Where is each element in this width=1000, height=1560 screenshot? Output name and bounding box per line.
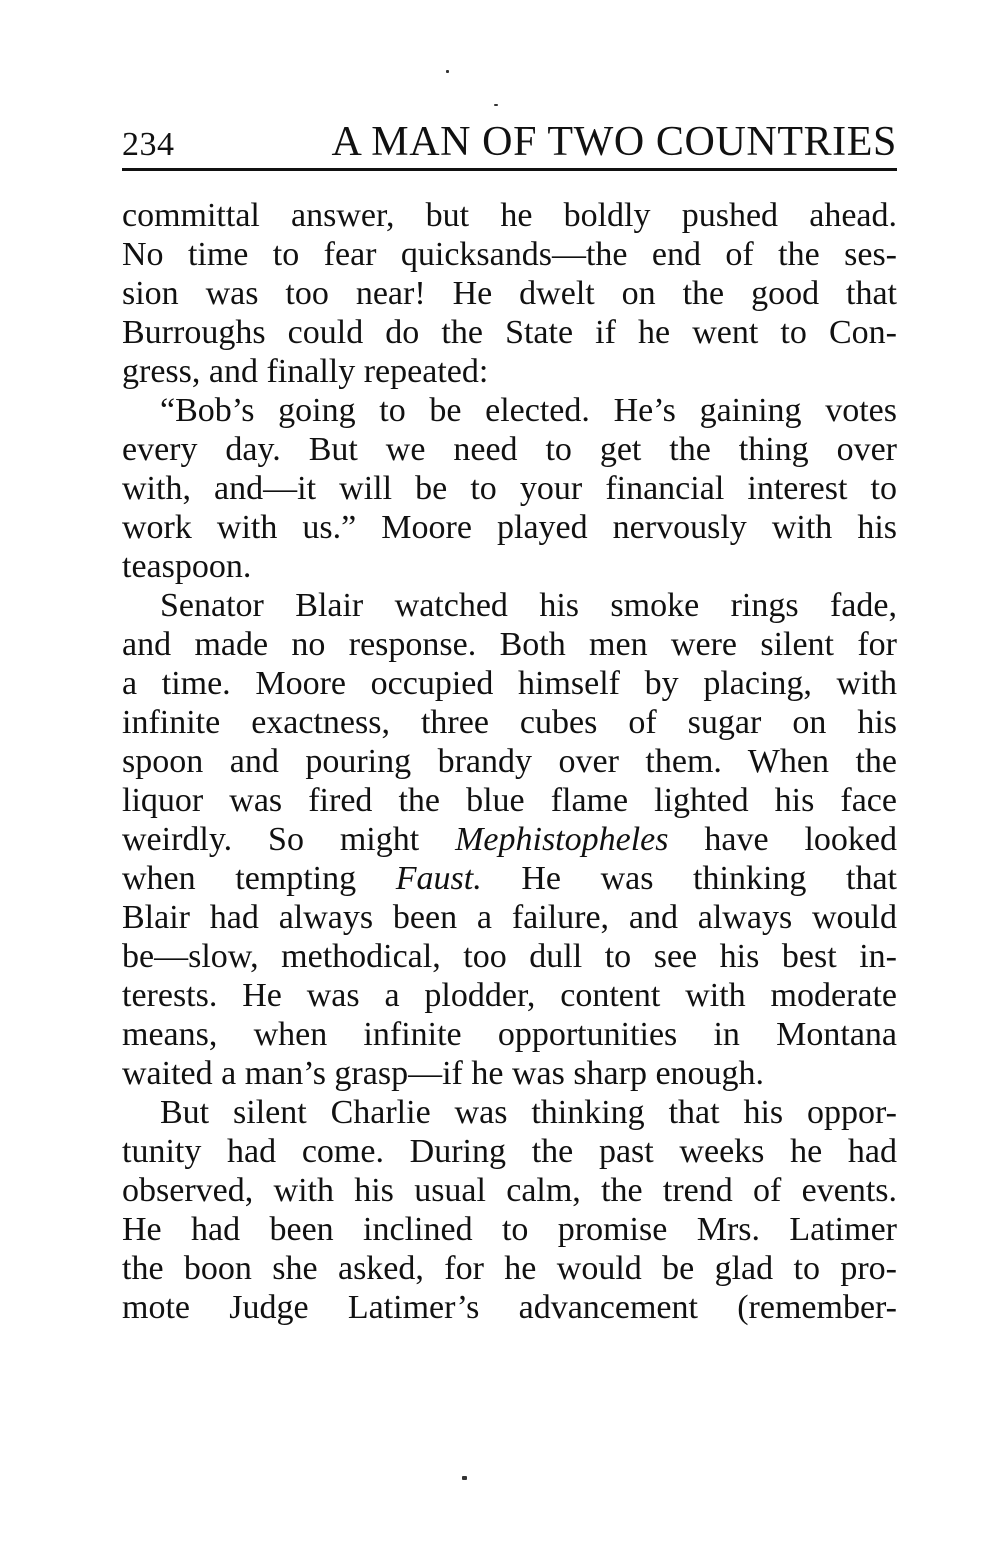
- text-line: with, and—it will be to your financial interest to: [122, 470, 897, 507]
- body-text: [122, 196, 897, 1327]
- text-line: mote Judge Latimer’s advancement (remember-: [122, 1289, 897, 1326]
- text-line: tunity had come. During the past weeks he had: [122, 1133, 897, 1170]
- text-line: infinite exactness, three cubes of sugar on his: [122, 704, 897, 741]
- text-line: Burroughs could do the State if he went to Con-: [122, 314, 897, 351]
- page-speck: [462, 1476, 467, 1480]
- text-line: committal answer, but he boldly pushed ahead.: [122, 197, 897, 234]
- italic-title: Mephistopheles: [455, 821, 669, 858]
- text-line: “Bob’s going to be elected. He’s gaining votes: [160, 392, 897, 429]
- running-title: A MAN OF TWO COUNTRIES: [331, 119, 897, 165]
- header-rule: [122, 168, 897, 171]
- text-line: liquor was fired the blue flame lighted his face: [122, 782, 897, 819]
- text-line: terests. He was a plodder, content with moderate: [122, 977, 897, 1014]
- text-line: sion was too near! He dwelt on the good that: [122, 275, 897, 312]
- text-line: work with us.” Moore played nervously with his: [122, 509, 897, 546]
- text-line: No time to fear quicksands—the end of the ses-: [122, 236, 897, 273]
- text-line: Senator Blair watched his smoke rings fade,: [160, 587, 897, 624]
- text-line: when tempting Faust. He was thinking that: [122, 860, 897, 897]
- text-line: teaspoon.: [122, 548, 252, 585]
- text-line: But silent Charlie was thinking that his oppor-: [160, 1094, 897, 1131]
- text-line: a time. Moore occupied himself by placing, with: [122, 665, 897, 702]
- text-line: every day. But we need to get the thing over: [122, 431, 897, 468]
- text-line: observed, with his usual calm, the trend of events.: [122, 1172, 897, 1209]
- page-speck: [446, 70, 449, 73]
- text-line: waited a man’s grasp—if he was sharp enough.: [122, 1055, 765, 1092]
- text-line: He had been inclined to promise Mrs. Latimer: [122, 1211, 897, 1248]
- text-line: Blair had always been a failure, and always would: [122, 899, 897, 936]
- text-line: and made no response. Both men were silent for: [122, 626, 897, 663]
- text-line: spoon and pouring brandy over them. When the: [122, 743, 897, 780]
- text-line: weirdly. So might Mephistopheles have looked: [122, 821, 898, 858]
- page-speck: [494, 104, 498, 106]
- page-number: 234: [122, 126, 175, 163]
- text-line: be—slow, methodical, too dull to see his best in-: [122, 938, 897, 975]
- text-line: the boon she asked, for he would be glad to pro-: [122, 1250, 897, 1287]
- text-line: means, when infinite opportunities in Montana: [122, 1016, 897, 1053]
- italic-title: Faust.: [395, 860, 482, 897]
- page-header: [122, 118, 897, 170]
- text-line: gress, and finally repeated:: [122, 353, 489, 390]
